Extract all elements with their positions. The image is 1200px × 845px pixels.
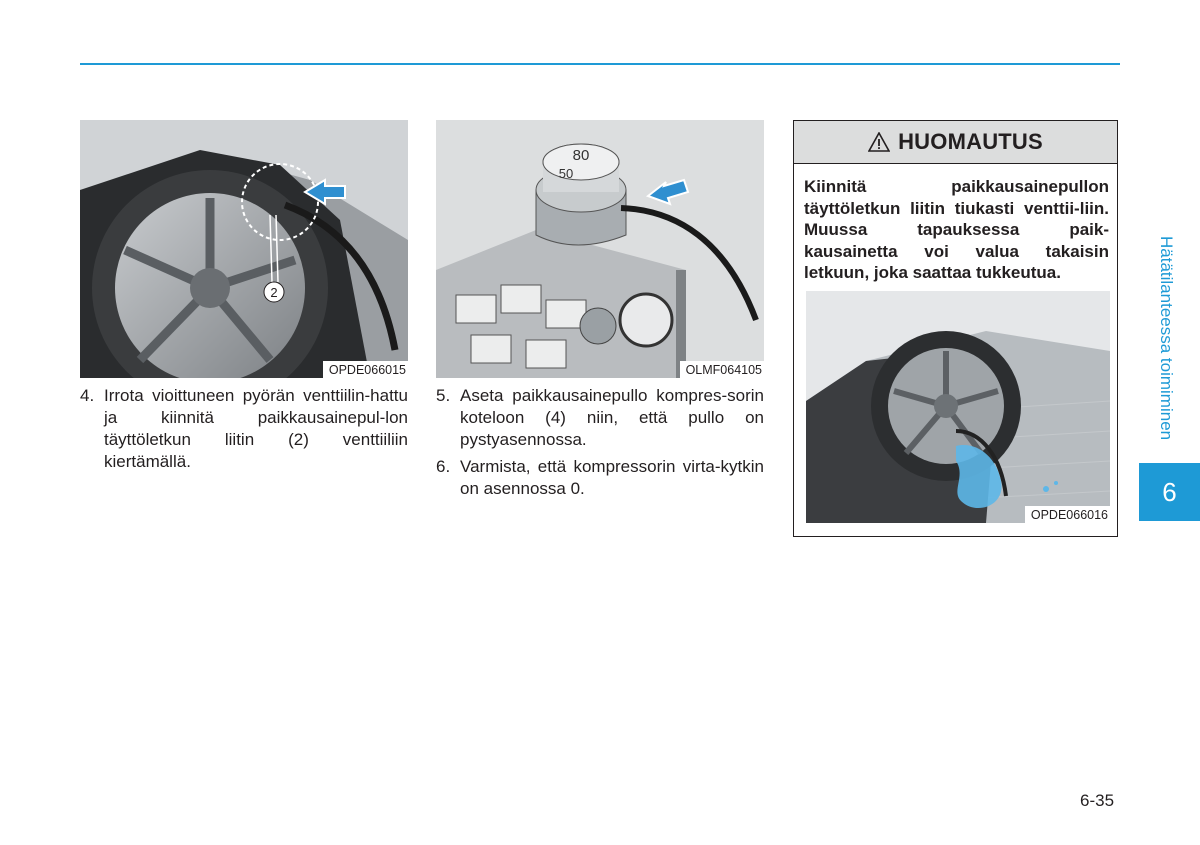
- notice-title: HUOMAUTUS: [898, 129, 1043, 154]
- leak-illustration: [806, 291, 1110, 523]
- instructions-left: [80, 385, 408, 478]
- figure-code: OPDE066015: [323, 361, 408, 378]
- gauge-label-b: 50: [558, 166, 574, 181]
- figure-code: OPDE066016: [1025, 506, 1110, 523]
- figure-code: OLMF064105: [680, 361, 764, 378]
- step-4: [80, 385, 408, 473]
- step-5: [436, 385, 764, 451]
- step-text: Varmista, että kompressorin virta-kytkin on asennossa 0.: [460, 457, 764, 498]
- page-number: 6-35: [1080, 791, 1115, 810]
- step-number: 5.: [436, 386, 451, 405]
- notice-box: [793, 120, 1118, 537]
- step-text: Aseta paikkausainepullo kompres-sorin koteloon (4) niin, että pullo on pystyasennossa.: [460, 386, 764, 449]
- tire-valve-illustration: [80, 120, 408, 378]
- figure-tire-valve: [80, 120, 408, 378]
- chapter-side-title: Hätätilanteessa toimiminen: [1157, 236, 1176, 441]
- compressor-illustration: [436, 120, 764, 378]
- notice-text: Kiinnitä paikkausainepullon täyttöletkun liitin tiukasti venttii-liin. Muussa tapauksessa paik-kausainetta voi valua takaisin letkuun, joka saattaa tukkeutua.: [804, 177, 1109, 282]
- chapter-tab: 6: [1139, 463, 1200, 521]
- warning-triangle-icon: [868, 132, 890, 152]
- step-number: 4.: [80, 386, 95, 405]
- step-6: [436, 456, 764, 500]
- callout-number: 2: [270, 285, 278, 300]
- figure-compressor: [436, 120, 764, 378]
- notice-header: [794, 121, 1117, 164]
- header-rule: [80, 63, 1120, 65]
- step-text: Irrota vioittuneen pyörän venttiilin-hattu ja kiinnitä paikkausainepul-lon täyttöletkun liitin (2) venttiiliin kiertämällä.: [104, 386, 408, 471]
- figure-leak: [806, 291, 1110, 523]
- gauge-label-a: 80: [572, 147, 590, 164]
- instructions-middle: [436, 385, 764, 505]
- step-number: 6.: [436, 457, 451, 476]
